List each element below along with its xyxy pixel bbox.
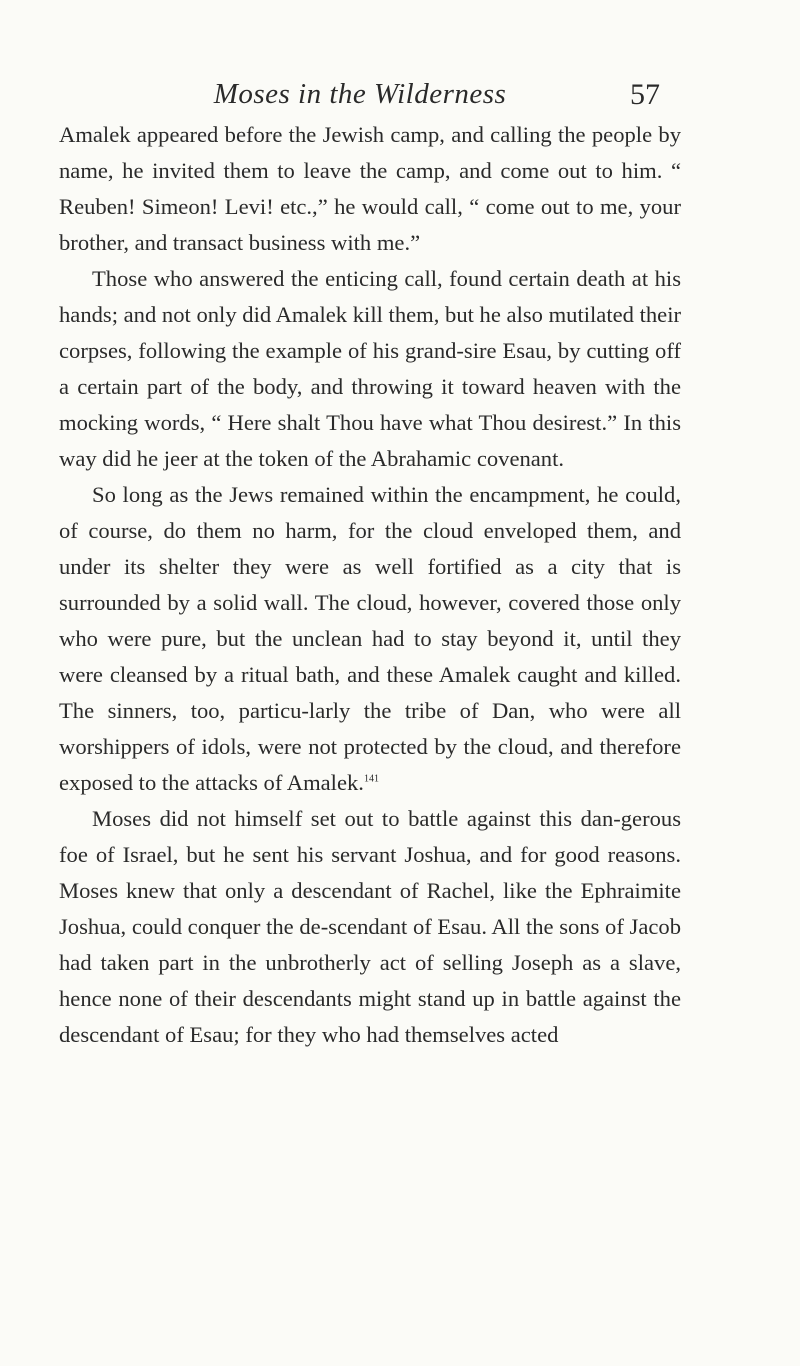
page-number: 57 <box>630 78 660 111</box>
paragraph-3 <box>59 477 681 801</box>
body-text <box>59 117 681 1053</box>
paragraph-4-text: Moses did not himself set out to battle against this dan-gerous foe of Israel, but he sent his servant Joshua, and for good reasons. Moses knew that only a descendant of Rachel, like the Ephraimite Joshua, could conquer the de-scendant of Esau. All the sons of Jacob had taken part in the unbrotherly act of selling Joseph as a slave, hence none of their descendants might stand up in battle against the descendant of Esau; for they who had themselves acted <box>59 806 681 1047</box>
paragraph-2-text: Those who answered the enticing call, found certain death at his hands; and not only did Amalek kill them, but he also mutilated their corpses, following the example of his grand-sire Esau, by cutting off a certain part of the body, and throwing it toward heaven with the mocking words, “ Here shalt Thou have what Thou desirest.” In this way did he jeer at the token of the Abrahamic covenant. <box>59 266 681 471</box>
paragraph-1 <box>59 117 681 261</box>
paragraph-3-text: So long as the Jews remained within the encampment, he could, of course, do them no harm, for the cloud enveloped them, and under its shelter they were as well fortified as a city that is surrounded by a solid wall. The cloud, however, covered those only who were pure, but the unclean had to stay beyond it, until they were cleansed by a ritual bath, and these Amalek caught and killed. The sinners, too, particu-larly the tribe of Dan, who were all worshippers of idols, were not protected by the cloud, and therefore exposed to the attacks of Amalek. <box>59 482 681 795</box>
footnote-marker: 141 <box>363 773 379 785</box>
running-title: Moses in the Wilderness <box>213 78 507 110</box>
paragraph-1-text: Amalek appeared before the Jewish camp, and calling the people by name, he invited them to leave the camp, and come out to him. “ Reuben! Simeon! Levi! etc.,” he would call, “ come out to me, your brother, and transact business with me.” <box>59 122 681 255</box>
paragraph-2 <box>59 261 681 477</box>
running-head <box>60 78 660 118</box>
paragraph-4 <box>59 801 681 1053</box>
